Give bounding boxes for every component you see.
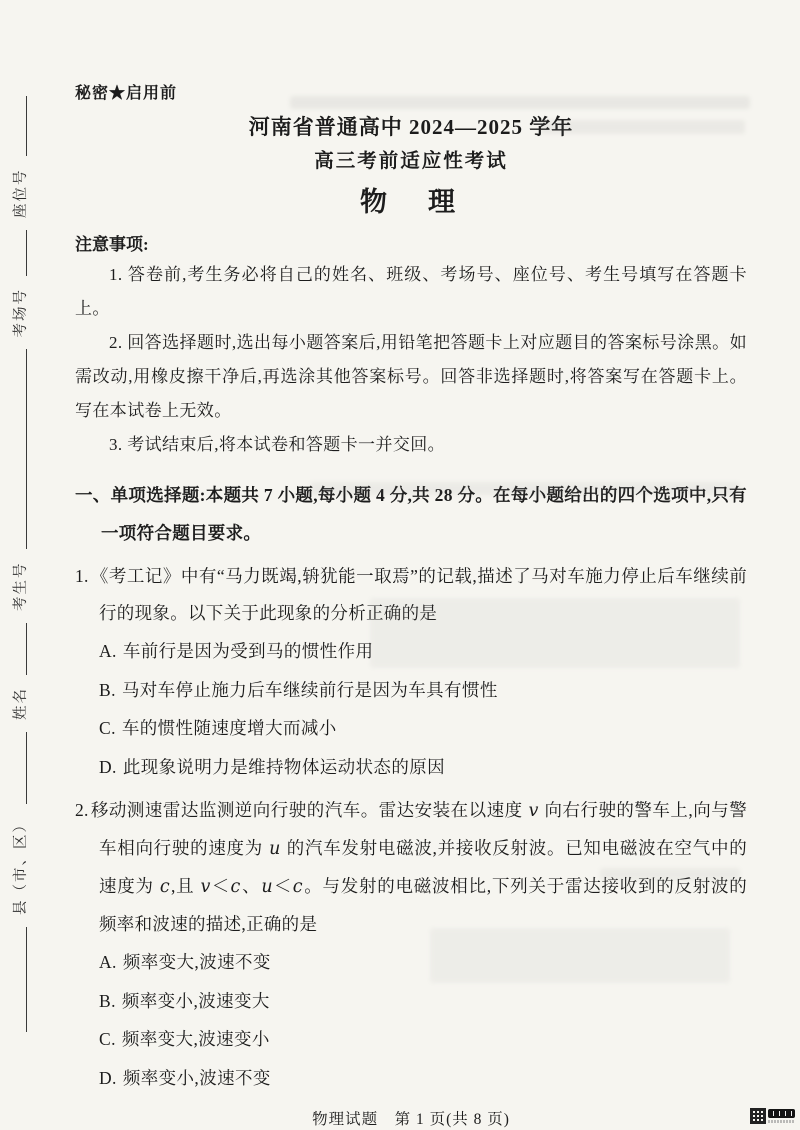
qr-code-icon (751, 1109, 765, 1123)
corner-watermark (751, 1109, 795, 1123)
question-1-option-d: D. 此现象说明力是维持物体运动状态的原因 (99, 756, 446, 777)
fill-in-line (24, 732, 27, 804)
fill-in-line (24, 350, 27, 550)
question-2 (75, 792, 747, 1097)
section-one-heading: 一、单项选择题:本题共 7 小题,每小题 4 分,共 28 分。在每小题给出的四个选项中,只有一项符合题目要求。 (75, 485, 747, 543)
margin-label-seat-number: 座位号 (13, 168, 29, 218)
question-1-stem: 1. 《考工记》中有“马力既竭,辀犹能一取焉”的记载,描述了马对车施力停止后车继续前行的现象。以下关于此现象的分析正确的是 (75, 566, 747, 623)
question-1 (75, 558, 747, 786)
fill-in-line (24, 230, 27, 276)
margin-label-candidate-number: 考生号 (13, 561, 29, 611)
notice-item-2: 2. 回答选择题时,选出每小题答案后,用铅笔把答题卡上对应题目的答案标号涂黑。如需改动,用橡皮擦干净后,再选涂其他答案标号。回答非选择题时,将答案写在答题卡上。写在本试卷上无效。 (75, 333, 747, 420)
exam-title-line1: 河南省普通高中 2024—2025 学年 (248, 115, 574, 139)
classification-label: 秘密★启用前 (75, 85, 178, 102)
question-1-options (75, 632, 747, 786)
question-2-option-d: D. 频率变小,波速不变 (99, 1067, 271, 1088)
seal-margin (14, 72, 30, 1032)
exam-content (75, 0, 747, 1129)
question-2-number: 2. (75, 800, 89, 820)
subject-title: 物 理 (360, 187, 462, 217)
notice-heading: 注意事项: (75, 235, 149, 254)
page-footer: 物理试题 第 1 页(共 8 页) (312, 1111, 510, 1128)
question-2-option-a: A. 频率变大,波速不变 (99, 952, 271, 972)
notice-item-3: 3. 考试结束后,将本试卷和答题卡一并交回。 (109, 435, 446, 454)
question-1-option-b: B. 马对车停止施力后车继续前行是因为车具有惯性 (99, 679, 498, 700)
margin-label-name: 姓名 (13, 687, 29, 720)
fill-in-line (24, 927, 27, 1032)
margin-label-county: 县（市、区） (13, 816, 29, 915)
exam-title-line2: 高三考前适应性考试 (314, 151, 508, 172)
question-2-option-c: C. 频率变大,波速变小 (99, 1029, 270, 1049)
brand-badge-icon (768, 1109, 795, 1118)
notice-item-1: 1. 答卷前,考生务必将自己的姓名、班级、考场号、座位号、考生号填写在答题卡上。 (75, 265, 747, 318)
question-2-stem: 2. 移动测速雷达监测逆向行驶的汽车。雷达安装在以速度 v 向右行驶的警车上,向与警车相向行驶的速度为 u 的汽车发射电磁波,并接收反射波。已知电磁波在空气中的速度为 c,且 v＜c、u＜c。与发射的电磁波相比,下列关于雷达接收到的反射波的频率和波速的描述,正确的是 (75, 800, 748, 934)
question-1-number: 1. (75, 566, 89, 586)
margin-label-room-number: 考场号 (13, 288, 29, 338)
question-1-option-a: A. 车前行是因为受到马的惯性作用 (99, 641, 374, 661)
fill-in-line (24, 97, 27, 157)
brand-caption (768, 1120, 795, 1123)
fill-in-line (24, 623, 27, 675)
question-2-option-b: B. 频率变小,波速变大 (99, 990, 270, 1011)
notice-section (75, 232, 747, 462)
question-2-options (75, 943, 747, 1097)
question-1-option-c: C. 车的惯性随速度增大而减小 (99, 718, 337, 738)
